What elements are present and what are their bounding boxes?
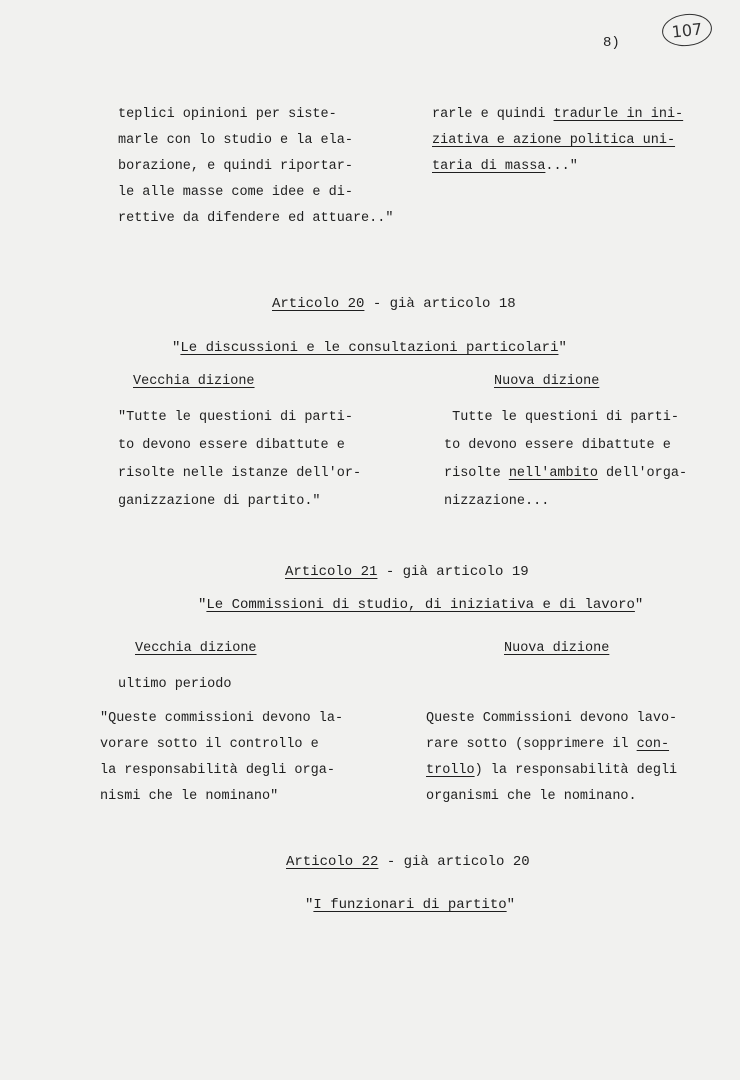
text-line: risolte nell'ambito dell'orga-: [444, 466, 688, 481]
text-line: ganizzazione di partito.": [118, 494, 321, 509]
text-line: "Tutte le questioni di parti-: [118, 410, 353, 425]
page-number: 8): [603, 35, 620, 51]
text-line: Tutte le questioni di parti-: [444, 410, 679, 425]
text-line: to devono essere dibattute e: [118, 438, 345, 453]
text-line: "Queste commissioni devono la-: [100, 711, 344, 726]
text-line: nismi che le nominano": [100, 789, 279, 804]
text-line: rare sotto (sopprimere il con-: [426, 737, 670, 752]
text-line: Queste Commissioni devono lavo-: [426, 711, 678, 726]
article-22-heading: Articolo 22 - già articolo 20: [286, 854, 530, 870]
old-wording-label: Vecchia dizione: [133, 374, 255, 389]
article-20-subtitle: "Le discussioni e le consultazioni particolari": [172, 340, 567, 356]
text-line: rettive da difendere ed attuare..": [118, 211, 394, 226]
article-22-subtitle: "I funzionari di partito": [305, 897, 516, 913]
article-20-heading: Articolo 20 - già articolo 18: [272, 296, 516, 312]
text-line: trollo) la responsabilità degli: [426, 763, 678, 778]
text-line: le alle masse come idee e di-: [118, 185, 353, 200]
note-last-period: ultimo periodo: [118, 677, 232, 692]
old-wording-label: Vecchia dizione: [135, 641, 257, 656]
text-line: organismi che le nominano.: [426, 789, 637, 804]
text-line: vorare sotto il controllo e: [100, 737, 319, 752]
text-line: risolte nelle istanze dell'or-: [118, 466, 362, 481]
text-line: rarle e quindi tradurle in ini-: [432, 107, 684, 122]
text-line: taria di massa...": [432, 159, 578, 174]
text-line: ziativa e azione politica uni-: [432, 133, 676, 148]
archive-stamp: 107: [660, 11, 713, 48]
new-wording-label: Nuova dizione: [504, 641, 610, 656]
text-line: marle con lo studio e la ela-: [118, 133, 353, 148]
text-line: teplici opinioni per siste-: [118, 107, 337, 122]
text-line: to devono essere dibattute e: [444, 438, 671, 453]
text-line: borazione, e quindi riportar-: [118, 159, 353, 174]
article-21-heading: Articolo 21 - già articolo 19: [285, 564, 529, 580]
new-wording-label: Nuova dizione: [494, 374, 600, 389]
article-21-subtitle: "Le Commissioni di studio, di iniziativa e di lavoro": [198, 597, 644, 613]
text-line: la responsabilità degli orga-: [100, 763, 335, 778]
text-line: nizzazione...: [444, 494, 550, 509]
